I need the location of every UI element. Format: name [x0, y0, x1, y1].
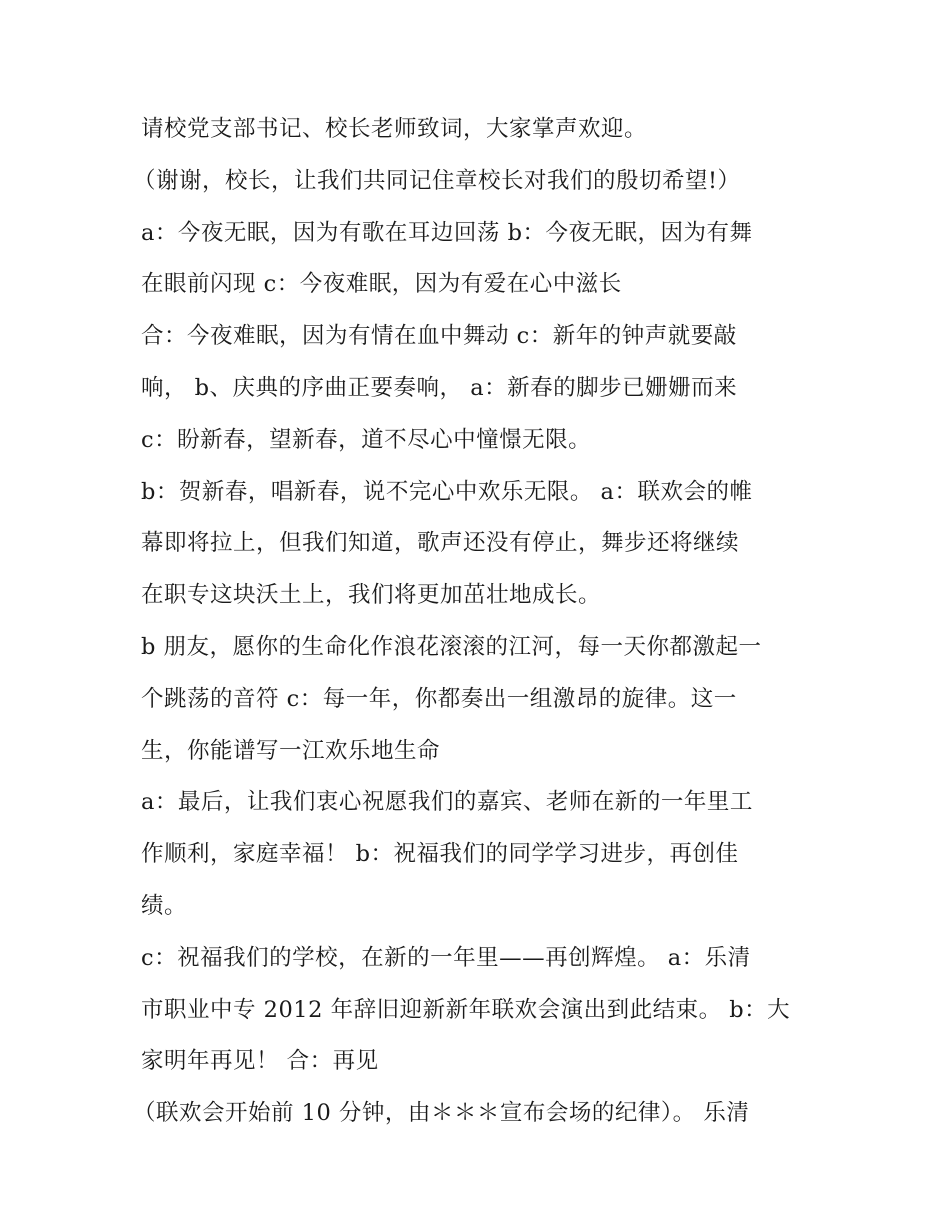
text-line: c：盼新春，望新春，道不尽心中憧憬无限。 [141, 426, 592, 453]
text-line: 作顺利，家庭幸福！ b：祝福我们的同学学习进步，再创佳 [141, 841, 739, 868]
text-line: 个跳荡的音符 c：每一年，你都奏出一组激昂的旋律。这一 [141, 685, 737, 712]
text-line: 在职专这块沃土上，我们将更加茁壮地成长。 [141, 582, 602, 609]
text-line: 请校党支部书记、校长老师致词，大家掌声欢迎。 [141, 116, 648, 142]
text-line: c：祝福我们的学校，在新的一年里——再创辉煌。 a：乐清 [141, 944, 751, 971]
text-line: 生，你能谱写一江欢乐地生命 [141, 737, 441, 764]
document-body [133, 104, 831, 1140]
text-line: 合：今夜难眠，因为有情在血中舞动 c：新年的钟声就要敲 [141, 323, 737, 350]
text-line: 绩。 [141, 892, 188, 919]
text-line: 响， b、庆典的序曲正要奏响， a：新春的脚步已姗姗而来 [141, 374, 738, 401]
text-line: （联欢会开始前 10 分钟，由＊＊＊宣布会场的纪律）。 乐清 [133, 1100, 750, 1127]
text-line: （谢谢，校长，让我们共同记住章校长对我们的殷切希望!） [133, 167, 741, 194]
text-line: 幕即将拉上，但我们知道，歌声还没有停止，舞步还将继续 [141, 530, 740, 557]
text-line: b 朋友，愿你的生命化作浪花滚滚的江河，每一天你都激起一 [141, 633, 762, 660]
text-line: 市职业中专 2012 年辞旧迎新新年联欢会演出到此结束。 b：大 [141, 996, 791, 1023]
text-line: b：贺新春，唱新春，说不完心中欢乐无限。 a：联欢会的帷 [141, 478, 753, 505]
text-line: a：最后，让我们衷心祝愿我们的嘉宾、老师在新的一年里工 [141, 789, 753, 816]
text-line: 在眼前闪现 c：今夜难眠，因为有爱在心中滋长 [141, 271, 622, 298]
text-line: 家明年再见！ 合：再见 [141, 1048, 379, 1075]
text-line: a：今夜无眠，因为有歌在耳边回荡 b：今夜无眠，因为有舞 [141, 219, 753, 246]
